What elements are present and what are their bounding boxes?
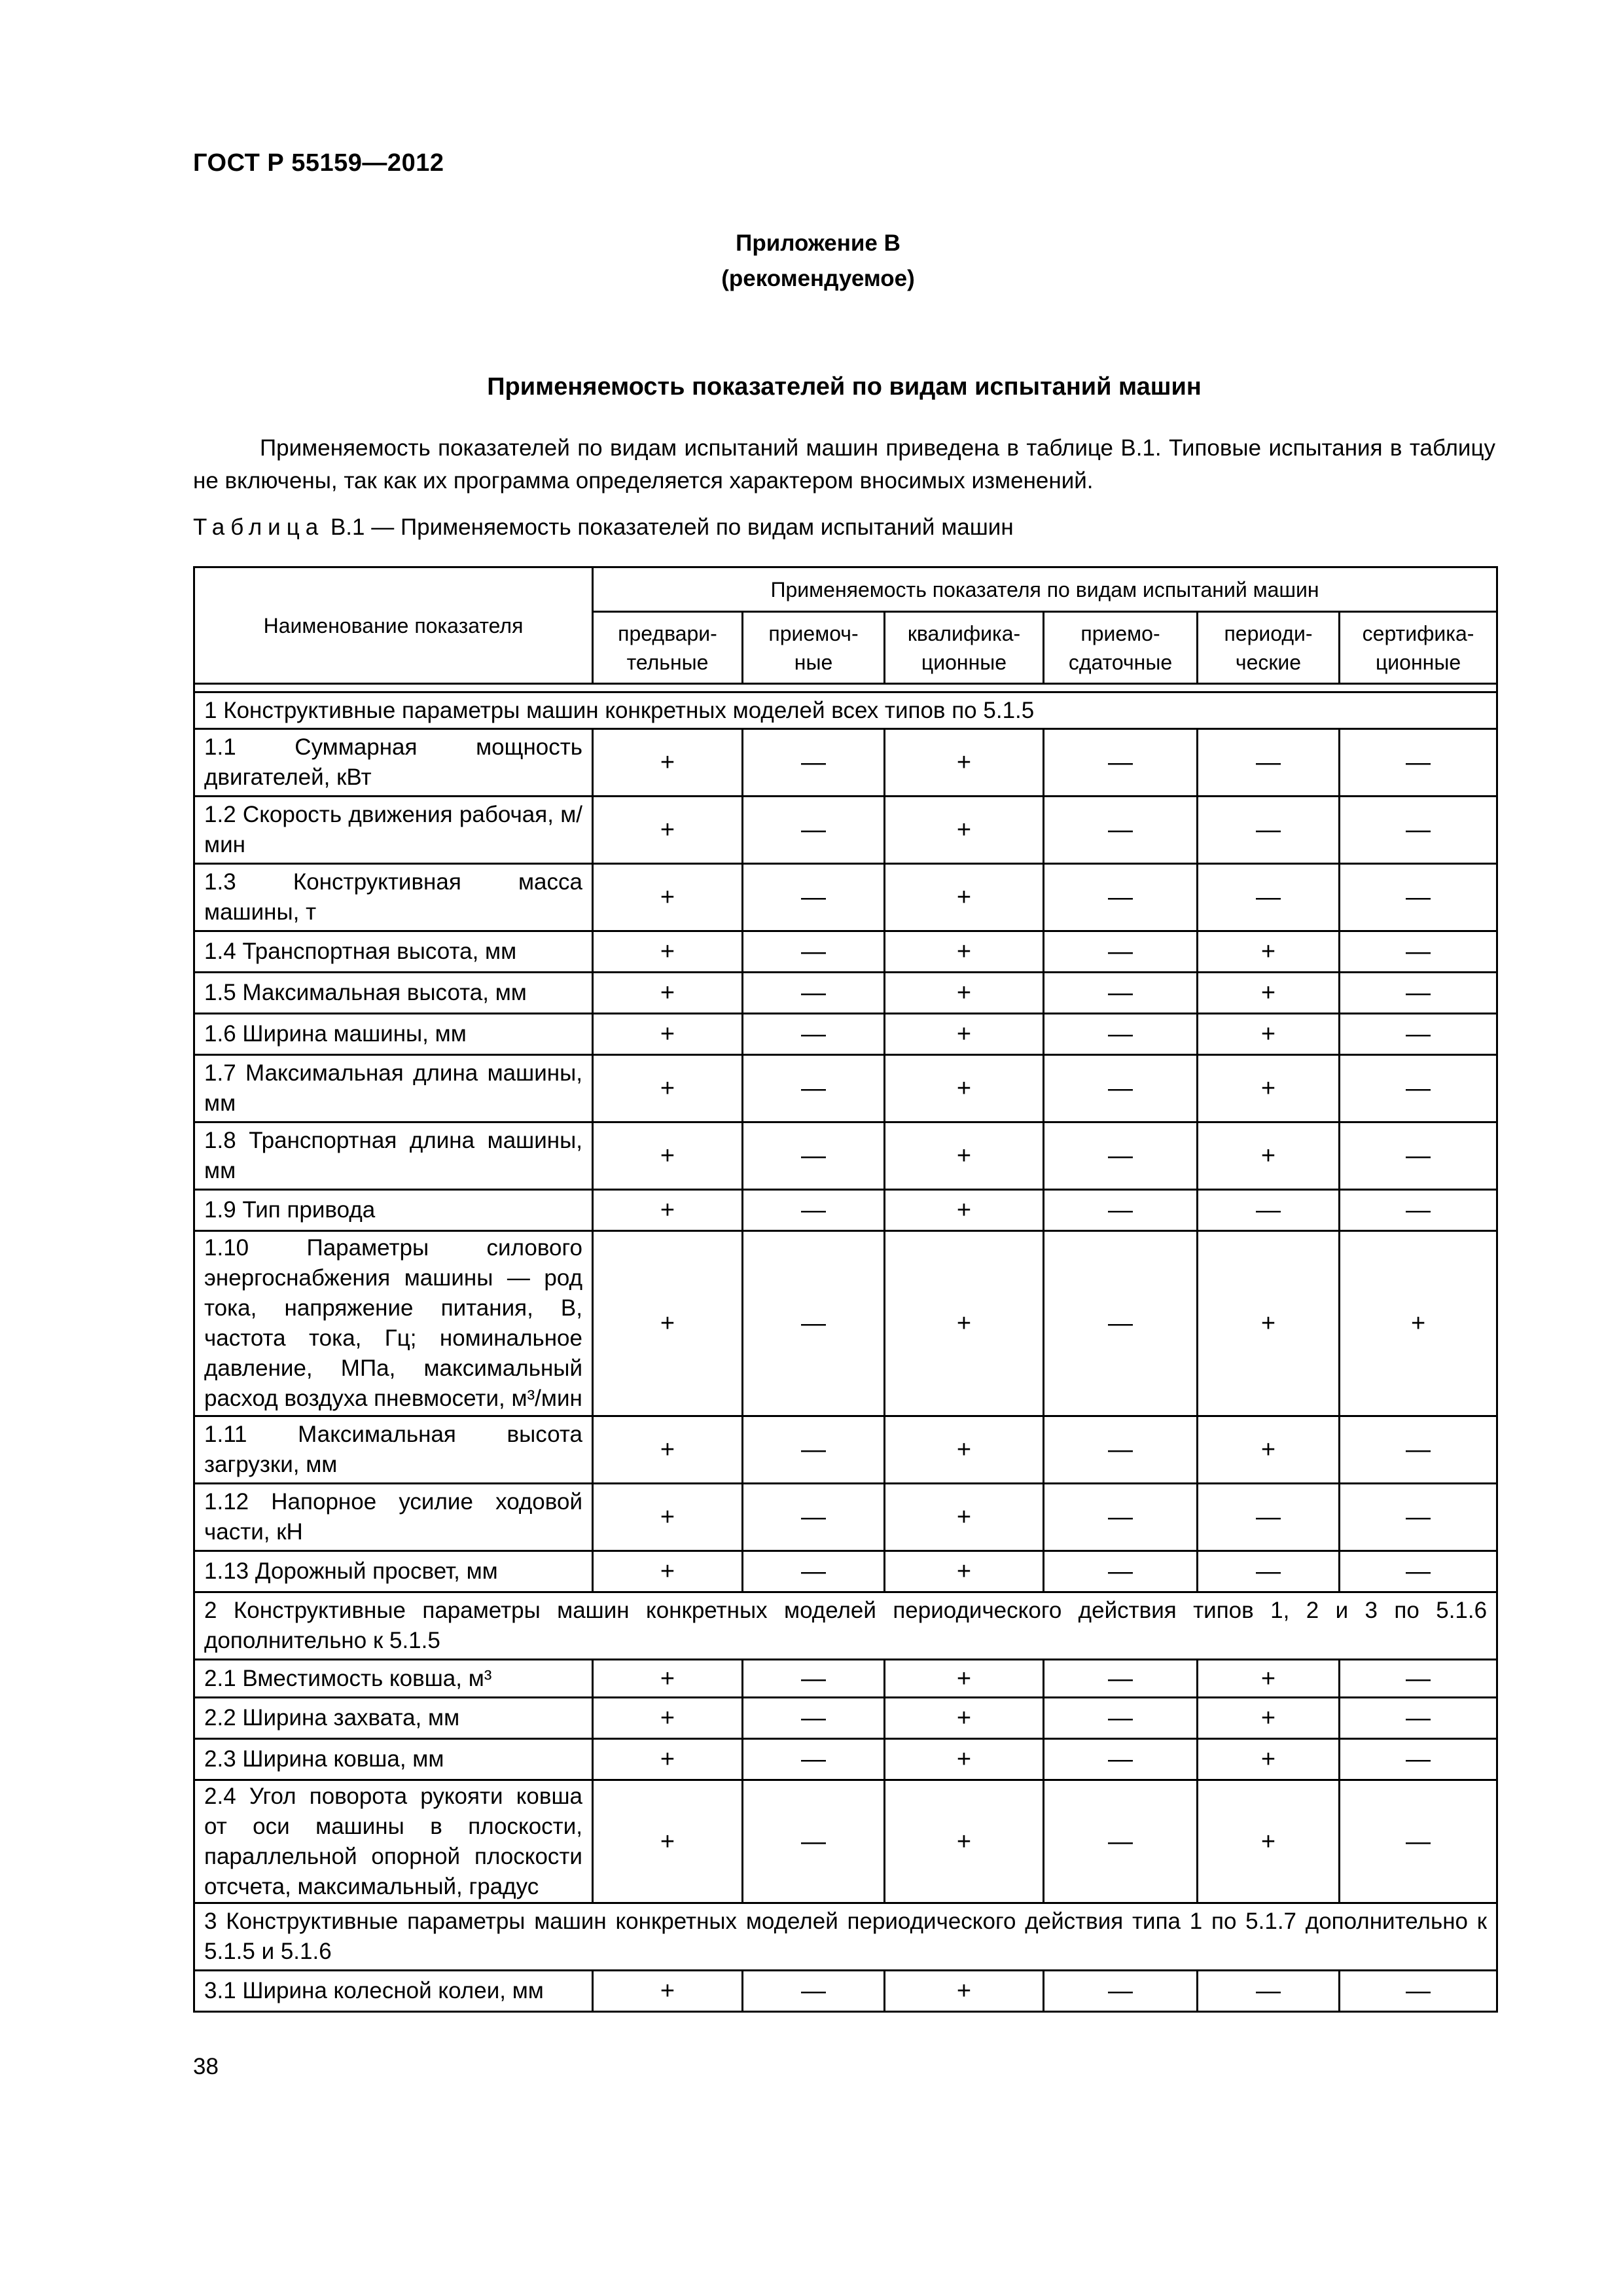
applicability-cell: + bbox=[593, 1190, 743, 1231]
applicability-cell: — bbox=[743, 1660, 885, 1698]
applicability-cell: — bbox=[1340, 1190, 1497, 1231]
indicator-name-cell: 2.2 Ширина захвата, мм bbox=[194, 1698, 593, 1739]
applicability-cell: — bbox=[1198, 797, 1340, 864]
applicability-cell: + bbox=[885, 1551, 1044, 1592]
applicability-cell: — bbox=[1340, 729, 1497, 797]
table-caption-label: Таблица bbox=[193, 514, 325, 540]
appendix-subtitle: (рекомендуемое) bbox=[721, 266, 915, 291]
applicability-cell: — bbox=[1044, 1484, 1198, 1551]
table-row bbox=[194, 1739, 1497, 1780]
applicability-cell: + bbox=[593, 1122, 743, 1190]
applicability-cell: + bbox=[593, 1551, 743, 1592]
header-separator bbox=[194, 684, 1497, 692]
applicability-cell: — bbox=[1340, 864, 1497, 931]
test-type-header-line: сертифика- bbox=[1362, 621, 1474, 645]
applicability-cell: — bbox=[743, 1698, 885, 1739]
applicability-cell: — bbox=[743, 1055, 885, 1122]
page-number: 38 bbox=[193, 2054, 219, 2079]
test-type-header bbox=[593, 612, 743, 684]
applicability-cell: + bbox=[1340, 1231, 1497, 1416]
test-type-header-line: ные bbox=[794, 650, 833, 674]
table-row bbox=[194, 1055, 1497, 1122]
applicability-cell: + bbox=[885, 729, 1044, 797]
test-type-header-line: предвари- bbox=[618, 621, 717, 645]
intro-paragraph: Применяемость показателей по видам испытаний машин приведена в таблице В.1. Типовые испытания в таблицу не включены, так как их программа определяется характером вносимых изменений. bbox=[193, 435, 1495, 493]
test-type-header bbox=[1340, 612, 1497, 684]
applicability-cell: — bbox=[743, 1484, 885, 1551]
indicator-name-cell: 1.4 Транспортная высота, мм bbox=[194, 931, 593, 973]
applicability-cell: + bbox=[593, 729, 743, 797]
applicability-cell: + bbox=[1198, 1660, 1340, 1698]
applicability-cell: + bbox=[885, 1484, 1044, 1551]
applicability-cell: + bbox=[593, 1055, 743, 1122]
applicability-cell: — bbox=[1198, 1971, 1340, 2012]
table-section-row bbox=[194, 1592, 1497, 1660]
applicability-cell: — bbox=[1340, 1971, 1497, 2012]
applicability-cell: — bbox=[743, 1190, 885, 1231]
test-type-header-line: сдаточные bbox=[1068, 650, 1173, 674]
indicator-name-cell: 2.1 Вместимость ковша, м³ bbox=[194, 1660, 593, 1698]
section-title: Применяемость показателей по видам испытаний машин bbox=[487, 373, 1202, 401]
test-type-header-line: приемо- bbox=[1080, 621, 1160, 645]
indicator-name-cell: 1.11 Максимальная высота загрузки, мм bbox=[194, 1416, 593, 1484]
table-row bbox=[194, 1660, 1497, 1698]
test-type-header-line: тельные bbox=[626, 650, 709, 674]
applicability-cell: — bbox=[743, 1416, 885, 1484]
group-column-header: Применяемость показателя по видам испытаний машин bbox=[593, 567, 1497, 612]
applicability-cell: + bbox=[1198, 1055, 1340, 1122]
applicability-cell: + bbox=[593, 1014, 743, 1055]
applicability-cell: + bbox=[593, 1416, 743, 1484]
applicability-cell: — bbox=[1340, 931, 1497, 973]
applicability-cell: — bbox=[1198, 1484, 1340, 1551]
applicability-cell: — bbox=[1044, 1660, 1198, 1698]
applicability-cell: + bbox=[885, 1698, 1044, 1739]
applicability-cell: — bbox=[743, 973, 885, 1014]
applicability-cell: — bbox=[1340, 1014, 1497, 1055]
test-type-header-line: приемоч- bbox=[768, 621, 859, 645]
applicability-cell: + bbox=[593, 1231, 743, 1416]
test-type-header-line: квалифика- bbox=[907, 621, 1021, 645]
applicability-cell: — bbox=[743, 797, 885, 864]
applicability-cell: — bbox=[1044, 797, 1198, 864]
applicability-cell: — bbox=[1340, 1698, 1497, 1739]
applicability-cell: — bbox=[1198, 864, 1340, 931]
applicability-cell: + bbox=[593, 1698, 743, 1739]
section-heading-cell: 2 Конструктивные параметры машин конкретных моделей периодического действия типов 1, 2 и 3 по 5.1.6 дополнительно к 5.1.5 bbox=[194, 1592, 1497, 1660]
applicability-cell: — bbox=[1044, 1698, 1198, 1739]
applicability-cell: + bbox=[593, 973, 743, 1014]
indicator-name-cell: 1.9 Тип привода bbox=[194, 1190, 593, 1231]
applicability-cell: — bbox=[1044, 1122, 1198, 1190]
applicability-cell: — bbox=[743, 1014, 885, 1055]
applicability-cell: + bbox=[593, 931, 743, 973]
applicability-cell: — bbox=[743, 729, 885, 797]
applicability-cell: + bbox=[885, 1739, 1044, 1780]
test-type-header-line: ческие bbox=[1235, 650, 1302, 674]
applicability-cell: — bbox=[1340, 1055, 1497, 1122]
indicator-name-cell: 1.13 Дорожный просвет, мм bbox=[194, 1551, 593, 1592]
name-column-header: Наименование показателя bbox=[194, 567, 593, 684]
applicability-cell: — bbox=[1044, 1416, 1198, 1484]
applicability-cell: — bbox=[743, 1971, 885, 2012]
indicator-name-cell: 1.6 Ширина машины, мм bbox=[194, 1014, 593, 1055]
test-type-header bbox=[1044, 612, 1198, 684]
applicability-cell: — bbox=[1340, 1122, 1497, 1190]
applicability-cell: — bbox=[1044, 1551, 1198, 1592]
applicability-cell: — bbox=[1044, 1014, 1198, 1055]
applicability-cell: — bbox=[1044, 973, 1198, 1014]
table-section-row bbox=[194, 1903, 1497, 1971]
test-type-header-line: периоди- bbox=[1224, 621, 1313, 645]
table-row bbox=[194, 1231, 1497, 1416]
applicability-cell: — bbox=[1340, 973, 1497, 1014]
test-type-header bbox=[885, 612, 1044, 684]
applicability-cell: — bbox=[1340, 1739, 1497, 1780]
indicator-name-cell: 3.1 Ширина колесной колеи, мм bbox=[194, 1971, 593, 2012]
table-header bbox=[194, 567, 1497, 692]
table-row bbox=[194, 797, 1497, 864]
table-row bbox=[194, 973, 1497, 1014]
indicator-name-cell: 1.3 Конструктивная масса машины, т bbox=[194, 864, 593, 931]
table-caption bbox=[193, 514, 1014, 541]
applicability-cell: + bbox=[885, 1231, 1044, 1416]
applicability-cell: — bbox=[743, 1780, 885, 1903]
table-body bbox=[194, 692, 1497, 2012]
applicability-cell: + bbox=[593, 797, 743, 864]
applicability-cell: + bbox=[1198, 1780, 1340, 1903]
table-row bbox=[194, 1971, 1497, 2012]
applicability-cell: + bbox=[1198, 1698, 1340, 1739]
applicability-cell: + bbox=[885, 797, 1044, 864]
applicability-cell: + bbox=[885, 1014, 1044, 1055]
applicability-cell: — bbox=[743, 1551, 885, 1592]
test-type-header bbox=[743, 612, 885, 684]
indicator-name-cell: 1.7 Максимальная длина машины, мм bbox=[194, 1055, 593, 1122]
applicability-cell: — bbox=[1044, 1971, 1198, 2012]
applicability-cell: — bbox=[1044, 1190, 1198, 1231]
indicator-name-cell: 1.12 Напорное усилие ходовой части, кН bbox=[194, 1484, 593, 1551]
table-row bbox=[194, 1780, 1497, 1903]
applicability-cell: + bbox=[885, 1122, 1044, 1190]
table-row bbox=[194, 1416, 1497, 1484]
table-caption-text: В.1 — Применяемость показателей по видам испытаний машин bbox=[324, 514, 1014, 540]
applicability-cell: — bbox=[1044, 1739, 1198, 1780]
appendix-title: Приложение В bbox=[736, 230, 901, 256]
applicability-cell: — bbox=[1198, 729, 1340, 797]
table-row bbox=[194, 729, 1497, 797]
applicability-cell: — bbox=[1340, 1551, 1497, 1592]
applicability-cell: — bbox=[1044, 729, 1198, 797]
applicability-cell: + bbox=[1198, 973, 1340, 1014]
table-row bbox=[194, 1484, 1497, 1551]
applicability-cell: — bbox=[1198, 1551, 1340, 1592]
applicability-cell: — bbox=[1340, 1780, 1497, 1903]
applicability-cell: — bbox=[743, 1122, 885, 1190]
indicator-name-cell: 1.5 Максимальная высота, мм bbox=[194, 973, 593, 1014]
document-code: ГОСТ Р 55159—2012 bbox=[193, 149, 444, 177]
applicability-table bbox=[193, 566, 1498, 2013]
applicability-cell: + bbox=[593, 864, 743, 931]
table-row bbox=[194, 1014, 1497, 1055]
applicability-cell: — bbox=[1340, 1660, 1497, 1698]
indicator-name-cell: 1.10 Параметры силового энергоснабжения машины — род тока, напряжение питания, В, частота тока, Гц; номинальное давление, МПа, максимальный расход воздуха пневмосети, м³/мин bbox=[194, 1231, 593, 1416]
applicability-cell: + bbox=[1198, 931, 1340, 973]
indicator-name-cell: 1.1 Суммарная мощность двигателей, кВт bbox=[194, 729, 593, 797]
table-section-row bbox=[194, 692, 1497, 729]
applicability-cell: + bbox=[1198, 1416, 1340, 1484]
applicability-cell: — bbox=[743, 1739, 885, 1780]
applicability-cell: — bbox=[1198, 1190, 1340, 1231]
applicability-cell: + bbox=[1198, 1014, 1340, 1055]
applicability-cell: + bbox=[593, 1660, 743, 1698]
section-heading-cell: 3 Конструктивные параметры машин конкретных моделей периодического действия типа 1 по 5.1.7 дополнительно к 5.1.5 и 5.1.6 bbox=[194, 1903, 1497, 1971]
indicator-name-cell: 2.4 Угол поворота рукояти ковша от оси машины в плоскости, параллельной опорной плоскости отсчета, максимальный, градус bbox=[194, 1780, 593, 1903]
applicability-cell: + bbox=[885, 1190, 1044, 1231]
applicability-cell: — bbox=[1044, 1055, 1198, 1122]
applicability-cell: + bbox=[593, 1739, 743, 1780]
indicator-name-cell: 2.3 Ширина ковша, мм bbox=[194, 1739, 593, 1780]
table-row bbox=[194, 1190, 1497, 1231]
applicability-cell: — bbox=[743, 931, 885, 973]
section-heading-cell: 1 Конструктивные параметры машин конкретных моделей всех типов по 5.1.5 bbox=[194, 692, 1497, 729]
applicability-cell: — bbox=[743, 864, 885, 931]
applicability-cell: — bbox=[743, 1231, 885, 1416]
applicability-cell: + bbox=[885, 931, 1044, 973]
applicability-cell: + bbox=[885, 864, 1044, 931]
applicability-cell: — bbox=[1044, 1780, 1198, 1903]
test-type-header bbox=[1198, 612, 1340, 684]
applicability-cell: + bbox=[593, 1971, 743, 2012]
applicability-cell: + bbox=[885, 1780, 1044, 1903]
applicability-cell: — bbox=[1044, 1231, 1198, 1416]
applicability-cell: + bbox=[1198, 1739, 1340, 1780]
applicability-cell: — bbox=[1044, 931, 1198, 973]
applicability-cell: + bbox=[885, 1416, 1044, 1484]
applicability-cell: + bbox=[885, 1660, 1044, 1698]
applicability-cell: + bbox=[885, 973, 1044, 1014]
applicability-cell: + bbox=[593, 1484, 743, 1551]
applicability-cell: + bbox=[593, 1780, 743, 1903]
table-row bbox=[194, 1122, 1497, 1190]
applicability-cell: — bbox=[1044, 864, 1198, 931]
applicability-cell: + bbox=[1198, 1122, 1340, 1190]
applicability-cell: + bbox=[885, 1055, 1044, 1122]
table-row bbox=[194, 1551, 1497, 1592]
table-row bbox=[194, 931, 1497, 973]
indicator-name-cell: 1.8 Транспортная длина машины, мм bbox=[194, 1122, 593, 1190]
test-type-header-line: ционные bbox=[921, 650, 1007, 674]
applicability-cell: — bbox=[1340, 1484, 1497, 1551]
indicator-name-cell: 1.2 Скорость движения рабочая, м/мин bbox=[194, 797, 593, 864]
applicability-cell: + bbox=[885, 1971, 1044, 2012]
appendix-heading bbox=[0, 226, 1623, 296]
test-type-header-line: ционные bbox=[1375, 650, 1461, 674]
applicability-cell: — bbox=[1340, 797, 1497, 864]
applicability-cell: — bbox=[1340, 1416, 1497, 1484]
applicability-cell: + bbox=[1198, 1231, 1340, 1416]
table-row bbox=[194, 864, 1497, 931]
table-row bbox=[194, 1698, 1497, 1739]
